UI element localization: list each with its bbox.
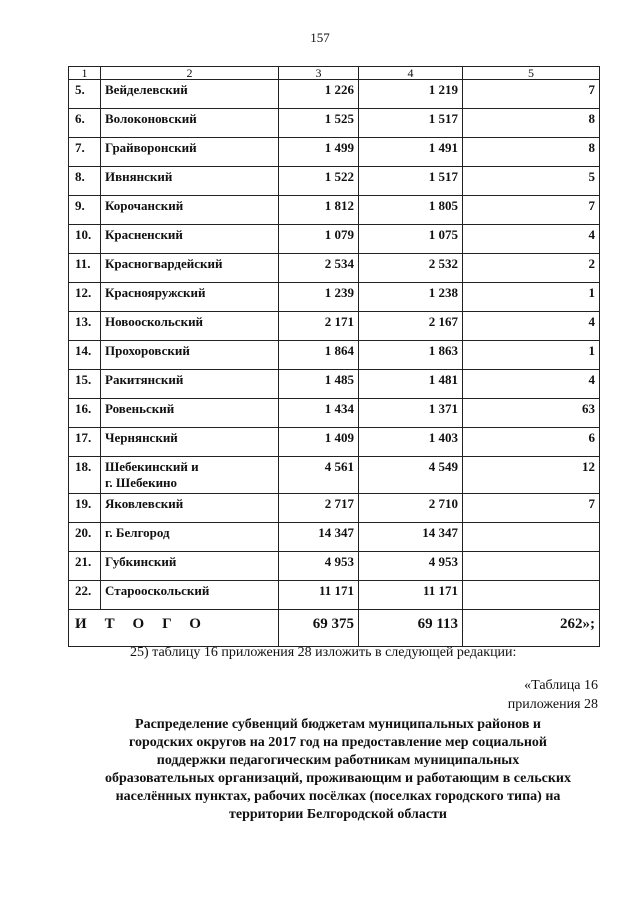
heading-line: поддержки педагогическим работникам муниципальных xyxy=(156,753,520,768)
row-number: 7. xyxy=(69,138,101,167)
district-name xyxy=(101,581,279,610)
district-name xyxy=(101,523,279,552)
total-value-col5: 262»; xyxy=(463,610,600,647)
value-col4: 1 863 xyxy=(359,341,463,370)
district-name-line: Вейделевский xyxy=(105,82,188,97)
value-col3: 2 171 xyxy=(279,312,359,341)
value-col3: 2 717 xyxy=(279,494,359,523)
row-number: 5. xyxy=(69,80,101,109)
district-name xyxy=(101,138,279,167)
value-col4: 2 532 xyxy=(359,254,463,283)
value-col4: 1 219 xyxy=(359,80,463,109)
value-col3: 1 525 xyxy=(279,109,359,138)
district-name-line: г. Шебекино xyxy=(105,475,178,490)
column-header: 5 xyxy=(463,67,600,80)
value-col5 xyxy=(463,552,600,581)
value-col4: 14 347 xyxy=(359,523,463,552)
district-name-line: Красногвардейский xyxy=(105,256,223,271)
value-col4: 1 075 xyxy=(359,225,463,254)
district-name-line: Прохоровский xyxy=(105,343,190,358)
value-col3: 1 522 xyxy=(279,167,359,196)
value-col4: 1 517 xyxy=(359,167,463,196)
value-col5: 12 xyxy=(463,457,600,494)
value-col4: 4 549 xyxy=(359,457,463,494)
table-row xyxy=(69,370,600,399)
value-col4: 1 403 xyxy=(359,428,463,457)
column-header: 1 xyxy=(69,67,101,80)
district-name-line: г. Белгород xyxy=(105,525,170,540)
value-col3: 1 409 xyxy=(279,428,359,457)
district-name-line: Шебекинский и xyxy=(105,459,199,474)
value-col3: 1 079 xyxy=(279,225,359,254)
value-col5: 5 xyxy=(463,167,600,196)
value-col4: 2 710 xyxy=(359,494,463,523)
district-name xyxy=(101,80,279,109)
table-row xyxy=(69,138,600,167)
row-number: 11. xyxy=(69,254,101,283)
value-col3: 1 226 xyxy=(279,80,359,109)
value-col4: 1 481 xyxy=(359,370,463,399)
district-name xyxy=(101,109,279,138)
appendix-caption: приложения 28 xyxy=(507,697,598,712)
district-name-line: Волоконовский xyxy=(105,111,197,126)
district-name-line: Ивнянский xyxy=(105,169,173,184)
amendment-paragraph: 25) таблицу 16 приложения 28 изложить в следующей редакции: xyxy=(130,645,517,660)
value-col3: 4 561 xyxy=(279,457,359,494)
row-number: 9. xyxy=(69,196,101,225)
row-number: 12. xyxy=(69,283,101,312)
heading-line: населённых пунктах, рабочих посёлках (поселках городского типа) на xyxy=(115,789,561,804)
value-col3: 14 347 xyxy=(279,523,359,552)
district-name-line: Яковлевский xyxy=(105,496,184,511)
value-col3: 1 499 xyxy=(279,138,359,167)
heading-line: территории Белгородской области xyxy=(229,807,447,822)
value-col5: 1 xyxy=(463,283,600,312)
table-row xyxy=(69,80,600,109)
table-row xyxy=(69,283,600,312)
district-name-line: Чернянский xyxy=(105,430,178,445)
value-col4: 1 517 xyxy=(359,109,463,138)
district-name xyxy=(101,254,279,283)
value-col5 xyxy=(463,581,600,610)
table-row xyxy=(69,225,600,254)
table-row xyxy=(69,494,600,523)
row-number: 10. xyxy=(69,225,101,254)
table-row xyxy=(69,457,600,494)
table-row xyxy=(69,428,600,457)
value-col5: 8 xyxy=(463,138,600,167)
value-col5: 8 xyxy=(463,109,600,138)
row-number: 19. xyxy=(69,494,101,523)
heading-line: образовательных организаций, проживающим и работающим в сельских xyxy=(105,771,571,786)
value-col5: 1 xyxy=(463,341,600,370)
value-col5: 2 xyxy=(463,254,600,283)
total-row xyxy=(69,610,600,647)
total-value-col4: 69 113 xyxy=(359,610,463,647)
value-col4: 1 805 xyxy=(359,196,463,225)
value-col3: 2 534 xyxy=(279,254,359,283)
district-name xyxy=(101,283,279,312)
value-col3: 1 434 xyxy=(279,399,359,428)
table-row xyxy=(69,552,600,581)
district-name-line: Корочанский xyxy=(105,198,184,213)
district-name xyxy=(101,312,279,341)
value-col4: 1 491 xyxy=(359,138,463,167)
district-name xyxy=(101,428,279,457)
row-number: 16. xyxy=(69,399,101,428)
district-name-line: Старооскольский xyxy=(105,583,210,598)
district-name xyxy=(101,494,279,523)
value-col4: 4 953 xyxy=(359,552,463,581)
heading-line: городских округов на 2017 год на предоставление мер социальной xyxy=(129,735,547,750)
row-number: 17. xyxy=(69,428,101,457)
district-name xyxy=(101,167,279,196)
column-header: 4 xyxy=(359,67,463,80)
value-col5: 4 xyxy=(463,225,600,254)
row-number: 15. xyxy=(69,370,101,399)
district-name-line: Ровеньский xyxy=(105,401,175,416)
table-row xyxy=(69,581,600,610)
value-col3: 11 171 xyxy=(279,581,359,610)
table-header-row xyxy=(69,67,600,80)
table-row xyxy=(69,341,600,370)
row-number: 8. xyxy=(69,167,101,196)
column-header: 2 xyxy=(101,67,279,80)
district-name-line: Новооскольский xyxy=(105,314,204,329)
value-col3: 1 239 xyxy=(279,283,359,312)
district-name xyxy=(101,225,279,254)
value-col3: 4 953 xyxy=(279,552,359,581)
total-label: ИТОГО xyxy=(69,610,279,647)
district-name xyxy=(101,399,279,428)
total-value-col3: 69 375 xyxy=(279,610,359,647)
table-row xyxy=(69,312,600,341)
district-name-line: Красненский xyxy=(105,227,183,242)
value-col3: 1 485 xyxy=(279,370,359,399)
row-number: 22. xyxy=(69,581,101,610)
table-row xyxy=(69,254,600,283)
value-col5: 63 xyxy=(463,399,600,428)
subsidy-table xyxy=(68,66,600,647)
table-row xyxy=(69,109,600,138)
table-row xyxy=(69,196,600,225)
district-name-line: Ракитянский xyxy=(105,372,184,387)
district-name xyxy=(101,196,279,225)
district-name-line: Грайворонский xyxy=(105,140,197,155)
district-name xyxy=(101,552,279,581)
row-number: 20. xyxy=(69,523,101,552)
value-col5: 7 xyxy=(463,80,600,109)
table-caption: «Таблица 16 xyxy=(524,678,598,693)
row-number: 13. xyxy=(69,312,101,341)
row-number: 21. xyxy=(69,552,101,581)
value-col5: 7 xyxy=(463,494,600,523)
value-col5: 4 xyxy=(463,312,600,341)
district-name-line: Губкинский xyxy=(105,554,177,569)
value-col5: 4 xyxy=(463,370,600,399)
table-row xyxy=(69,167,600,196)
value-col3: 1 812 xyxy=(279,196,359,225)
value-col3: 1 864 xyxy=(279,341,359,370)
value-col4: 2 167 xyxy=(359,312,463,341)
value-col5 xyxy=(463,523,600,552)
row-number: 6. xyxy=(69,109,101,138)
district-name xyxy=(101,370,279,399)
table-row xyxy=(69,523,600,552)
heading-line: Распределение субвенций бюджетам муниципальных районов и xyxy=(135,717,541,732)
column-header: 3 xyxy=(279,67,359,80)
district-name xyxy=(101,341,279,370)
table-row xyxy=(69,399,600,428)
value-col4: 11 171 xyxy=(359,581,463,610)
page-number: 157 xyxy=(310,30,330,45)
value-col4: 1 238 xyxy=(359,283,463,312)
district-name-line: Краснояружский xyxy=(105,285,206,300)
section-heading xyxy=(88,716,588,824)
value-col5: 6 xyxy=(463,428,600,457)
row-number: 14. xyxy=(69,341,101,370)
district-name xyxy=(101,457,279,494)
value-col4: 1 371 xyxy=(359,399,463,428)
row-number: 18. xyxy=(69,457,101,494)
value-col5: 7 xyxy=(463,196,600,225)
